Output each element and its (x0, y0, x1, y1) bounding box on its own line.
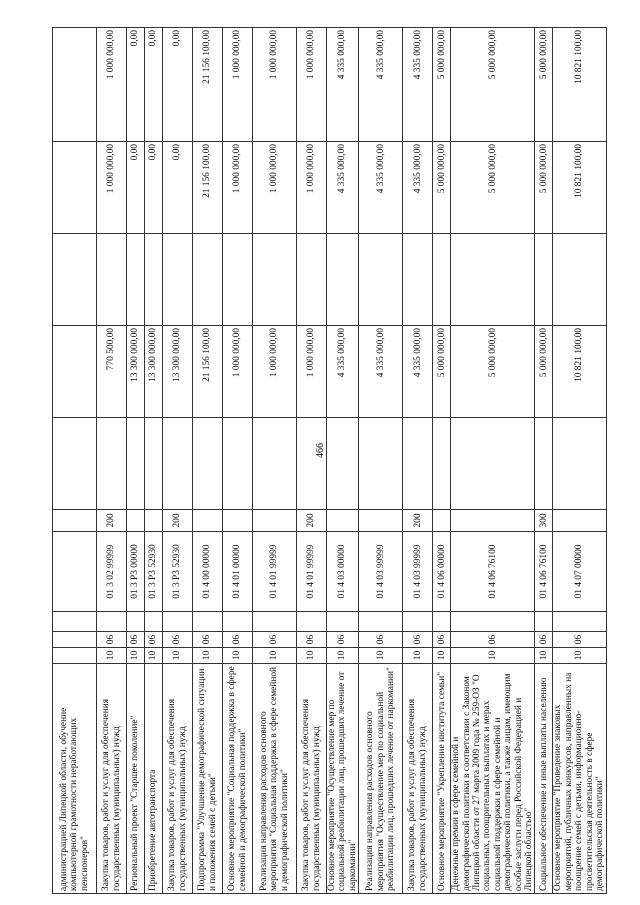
amount-year2-cell: 0,00 (163, 142, 193, 234)
target-article-cell: 01 3 P3 52930 (145, 532, 163, 612)
amount-year3-cell: 0,00 (145, 28, 163, 142)
amount-year2-cell: 4 335 000,00 (327, 142, 359, 234)
razdel-cell (53, 632, 97, 648)
amount-year3-cell: 1 000 000,00 (253, 28, 297, 142)
amount-year1-cell: 13 300 000,00 (127, 326, 145, 418)
empty-cell (297, 418, 327, 510)
row-name-cell: Основное мероприятие "Осуществление мер по социальной реабилитации лиц, прошедших лечение от наркомании" (327, 664, 359, 894)
amount-year1-cell: 13 300 000,00 (145, 326, 163, 418)
empty-cell (535, 418, 553, 510)
ved-cell: 10 (127, 648, 145, 664)
target-article-cell: 01 3 02 99999 (97, 532, 127, 612)
razdel-cell: 06 (327, 632, 359, 648)
empty-cell (403, 612, 433, 632)
amount-year1-cell: 4 335 000,00 (327, 326, 359, 418)
amount-year2-cell: 1 000 000,00 (223, 142, 253, 234)
amount-year2-cell (53, 142, 97, 234)
amount-year1-cell: 13 300 000,00 (163, 326, 193, 418)
amount-year2-cell: 4 335 000,00 (403, 142, 433, 234)
target-article-cell: 01 3 P3 00000 (127, 532, 145, 612)
table-row (253, 28, 297, 894)
empty-cell (553, 612, 606, 632)
target-article-cell: 01 4 03 99999 (359, 532, 403, 612)
empty-cell (253, 234, 297, 326)
amount-year1-cell: 770 500,00 (97, 326, 127, 418)
amount-year2-cell: 21 156 100,00 (193, 142, 223, 234)
empty-cell (223, 234, 253, 326)
empty-cell (145, 418, 163, 510)
table-row (193, 28, 223, 894)
target-article-cell (53, 532, 97, 612)
empty-cell (327, 418, 359, 510)
row-name-cell: Закупка товаров, работ и услуг для обеспечения государственных (муниципальных) нужд (163, 664, 193, 894)
table-row (403, 28, 433, 894)
expense-type-cell: 200 (403, 510, 433, 532)
table-row (127, 28, 145, 894)
empty-cell (451, 418, 535, 510)
amount-year2-cell: 5 000 000,00 (433, 142, 451, 234)
amount-year3-cell: 1 000 000,00 (223, 28, 253, 142)
row-name-cell: Закупка товаров, работ и услуг для обеспечения государственных (муниципальных) нужд (403, 664, 433, 894)
ved-cell: 10 (553, 648, 606, 664)
empty-cell (193, 418, 223, 510)
amount-year1-cell: 5 000 000,00 (451, 326, 535, 418)
target-article-cell: 01 4 03 00000 (327, 532, 359, 612)
expense-type-cell (359, 510, 403, 532)
razdel-cell: 06 (127, 632, 145, 648)
amount-year3-cell: 4 335 000,00 (327, 28, 359, 142)
amount-year1-cell: 5 000 000,00 (535, 326, 553, 418)
rotated-page (52, 28, 606, 894)
amount-year2-cell: 10 821 100,00 (553, 142, 606, 234)
empty-cell (163, 234, 193, 326)
table-row (163, 28, 193, 894)
target-article-cell: 01 4 06 76100 (451, 532, 535, 612)
expense-type-cell (253, 510, 297, 532)
ved-cell (53, 648, 97, 664)
table-row (223, 28, 253, 894)
amount-year3-cell (53, 28, 97, 142)
amount-year2-cell: 4 335 000,00 (359, 142, 403, 234)
target-article-cell: 01 3 P3 52930 (163, 532, 193, 612)
empty-cell (193, 612, 223, 632)
table-row (451, 28, 535, 894)
razdel-cell: 06 (451, 632, 535, 648)
amount-year2-cell: 0,00 (145, 142, 163, 234)
expense-type-cell: 200 (163, 510, 193, 532)
empty-cell (97, 234, 127, 326)
row-name-cell: Региональный проект "Старшее поколение" (127, 664, 145, 894)
empty-cell (145, 234, 163, 326)
razdel-cell: 06 (535, 632, 553, 648)
expense-type-cell (145, 510, 163, 532)
amount-year1-cell: 4 335 000,00 (359, 326, 403, 418)
page-number: 466 (314, 442, 326, 458)
amount-year3-cell: 5 000 000,00 (535, 28, 553, 142)
razdel-cell: 06 (553, 632, 606, 648)
empty-cell (451, 234, 535, 326)
row-name-cell: Закупка товаров, работ и услуг для обеспечения государственных (муниципальных) нужд (97, 664, 127, 894)
empty-cell (53, 418, 97, 510)
amount-year1-cell: 21 156 100,00 (193, 326, 223, 418)
razdel-cell: 06 (145, 632, 163, 648)
empty-cell (359, 234, 403, 326)
ved-cell: 10 (297, 648, 327, 664)
ved-cell: 10 (193, 648, 223, 664)
amount-year3-cell: 4 335 000,00 (403, 28, 433, 142)
amount-year3-cell: 1 000 000,00 (97, 28, 127, 142)
expense-type-cell (127, 510, 145, 532)
amount-year2-cell: 0,00 (127, 142, 145, 234)
empty-cell (127, 418, 145, 510)
amount-year1-cell: 1 000 000,00 (223, 326, 253, 418)
expense-type-cell (433, 510, 451, 532)
row-name-cell: Денежные премии в сфере семейной и демографической политики в соответствии с Законом Липецкой области от 27 марта 2009 года № 259-ОЗ "О социальных, поощрительных выплатах и мерах социальной поддержки в сфере семейной и демографической политики, а также лицам, имеющим особые заслуги перед Российской Федерацией и Липецкой областью" (451, 664, 535, 894)
empty-cell (145, 612, 163, 632)
amount-year3-cell: 21 156 100,00 (193, 28, 223, 142)
expense-type-cell (553, 510, 606, 532)
ved-cell: 10 (451, 648, 535, 664)
table-row (359, 28, 403, 894)
amount-year1-cell: 10 821 100,00 (553, 326, 606, 418)
empty-cell (223, 418, 253, 510)
target-article-cell: 01 4 03 99999 (403, 532, 433, 612)
amount-year2-cell: 1 000 000,00 (253, 142, 297, 234)
amount-year3-cell: 10 821 100,00 (553, 28, 606, 142)
ved-cell: 10 (145, 648, 163, 664)
row-name-cell: Приобретение автотранспорта (145, 664, 163, 894)
expense-type-cell (193, 510, 223, 532)
empty-cell (535, 612, 553, 632)
empty-cell (97, 418, 127, 510)
razdel-cell: 06 (223, 632, 253, 648)
amount-year3-cell: 1 000 000,00 (297, 28, 327, 142)
empty-cell (327, 234, 359, 326)
razdel-cell: 06 (97, 632, 127, 648)
expense-type-cell (223, 510, 253, 532)
amount-year3-cell: 0,00 (163, 28, 193, 142)
empty-cell (433, 234, 451, 326)
empty-cell (53, 612, 97, 632)
table-row (145, 28, 163, 894)
amount-year1-cell: 5 000 000,00 (433, 326, 451, 418)
amount-year3-cell: 4 335 000,00 (359, 28, 403, 142)
empty-cell (403, 418, 433, 510)
target-article-cell: 01 4 01 99999 (297, 532, 327, 612)
empty-cell (163, 418, 193, 510)
expense-type-cell (327, 510, 359, 532)
row-name-cell: Основное мероприятие "Проведение знаковых мероприятий, публичных конкурсов, направленных на поощрение семей с детьми, информационно-просветительская деятельность в сфере демографической политики" (553, 664, 606, 894)
target-article-cell: 01 4 06 76100 (535, 532, 553, 612)
empty-cell (253, 418, 297, 510)
table-body (53, 28, 607, 894)
amount-year3-cell: 5 000 000,00 (433, 28, 451, 142)
amount-year3-cell: 5 000 000,00 (451, 28, 535, 142)
razdel-cell: 06 (297, 632, 327, 648)
table-row (97, 28, 127, 894)
empty-cell (553, 234, 606, 326)
amount-year2-cell: 5 000 000,00 (535, 142, 553, 234)
empty-cell (193, 234, 223, 326)
ved-cell: 10 (223, 648, 253, 664)
razdel-cell: 06 (253, 632, 297, 648)
expense-type-cell (53, 510, 97, 532)
amount-year1-cell: 1 000 000,00 (253, 326, 297, 418)
empty-cell (253, 612, 297, 632)
expense-type-cell: 200 (297, 510, 327, 532)
expense-type-cell: 200 (97, 510, 127, 532)
ved-cell: 10 (97, 648, 127, 664)
empty-cell (451, 612, 535, 632)
empty-cell (297, 612, 327, 632)
row-name-cell: Закупка товаров, работ и услуг для обеспечения государственных (муниципальных) нужд (297, 664, 327, 894)
row-name-cell: Подпрограмма "Улучшение демографической ситуации и положения семей с детьми" (193, 664, 223, 894)
row-name-cell: Основное мероприятие "Социальная поддержка в сфере семейной и демографической политики" (223, 664, 253, 894)
amount-year3-cell: 0,00 (127, 28, 145, 142)
amount-year1-cell: 4 335 000,00 (403, 326, 433, 418)
empty-cell (127, 234, 145, 326)
empty-cell (359, 418, 403, 510)
target-article-cell: 01 4 00 00000 (193, 532, 223, 612)
ved-cell: 10 (403, 648, 433, 664)
table-row (53, 28, 97, 894)
empty-cell (223, 612, 253, 632)
row-name-cell: Реализация направления расходов основного мероприятия "Социальная поддержка в сфере семейной и демографической политики" (253, 664, 297, 894)
amount-year2-cell: 5 000 000,00 (451, 142, 535, 234)
expense-type-cell (451, 510, 535, 532)
ved-cell: 10 (433, 648, 451, 664)
row-name-cell: Основное мероприятие "Укрепление института семьи" (433, 664, 451, 894)
empty-cell (163, 612, 193, 632)
table-row (553, 28, 606, 894)
ved-cell: 10 (327, 648, 359, 664)
table-row (297, 28, 327, 894)
empty-cell (359, 612, 403, 632)
budget-table-area (52, 28, 606, 894)
empty-cell (535, 234, 553, 326)
empty-cell (53, 234, 97, 326)
empty-cell (433, 612, 451, 632)
empty-cell (297, 234, 327, 326)
expense-type-cell: 300 (535, 510, 553, 532)
empty-cell (327, 612, 359, 632)
razdel-cell: 06 (193, 632, 223, 648)
budget-table (52, 27, 607, 894)
target-article-cell: 01 4 01 00000 (223, 532, 253, 612)
amount-year2-cell: 1 000 000,00 (297, 142, 327, 234)
razdel-cell: 06 (163, 632, 193, 648)
row-name-cell: администрацией Липецкой области, обучение компьютерной грамотности неработающих пенсионеров" (53, 664, 97, 894)
ved-cell: 10 (253, 648, 297, 664)
amount-year1-cell (53, 326, 97, 418)
table-row (327, 28, 359, 894)
empty-cell (97, 612, 127, 632)
empty-cell (553, 418, 606, 510)
table-row (433, 28, 451, 894)
target-article-cell: 01 4 07 00000 (553, 532, 606, 612)
amount-year2-cell: 1 000 000,00 (97, 142, 127, 234)
table-row (535, 28, 553, 894)
amount-year1-cell: 1 000 000,00 (297, 326, 327, 418)
empty-cell (127, 612, 145, 632)
row-name-cell: Социальное обеспечение и иные выплаты населению (535, 664, 553, 894)
row-name-cell: Реализация направления расходов основного мероприятия "Осуществление мер по социальной реабилитации лиц, прошедших лечение от наркомании" (359, 664, 403, 894)
empty-cell (433, 418, 451, 510)
razdel-cell: 06 (433, 632, 451, 648)
ved-cell: 10 (163, 648, 193, 664)
razdel-cell: 06 (403, 632, 433, 648)
ved-cell: 10 (359, 648, 403, 664)
target-article-cell: 01 4 01 99999 (253, 532, 297, 612)
target-article-cell: 01 4 06 00000 (433, 532, 451, 612)
razdel-cell: 06 (359, 632, 403, 648)
empty-cell (403, 234, 433, 326)
ved-cell: 10 (535, 648, 553, 664)
